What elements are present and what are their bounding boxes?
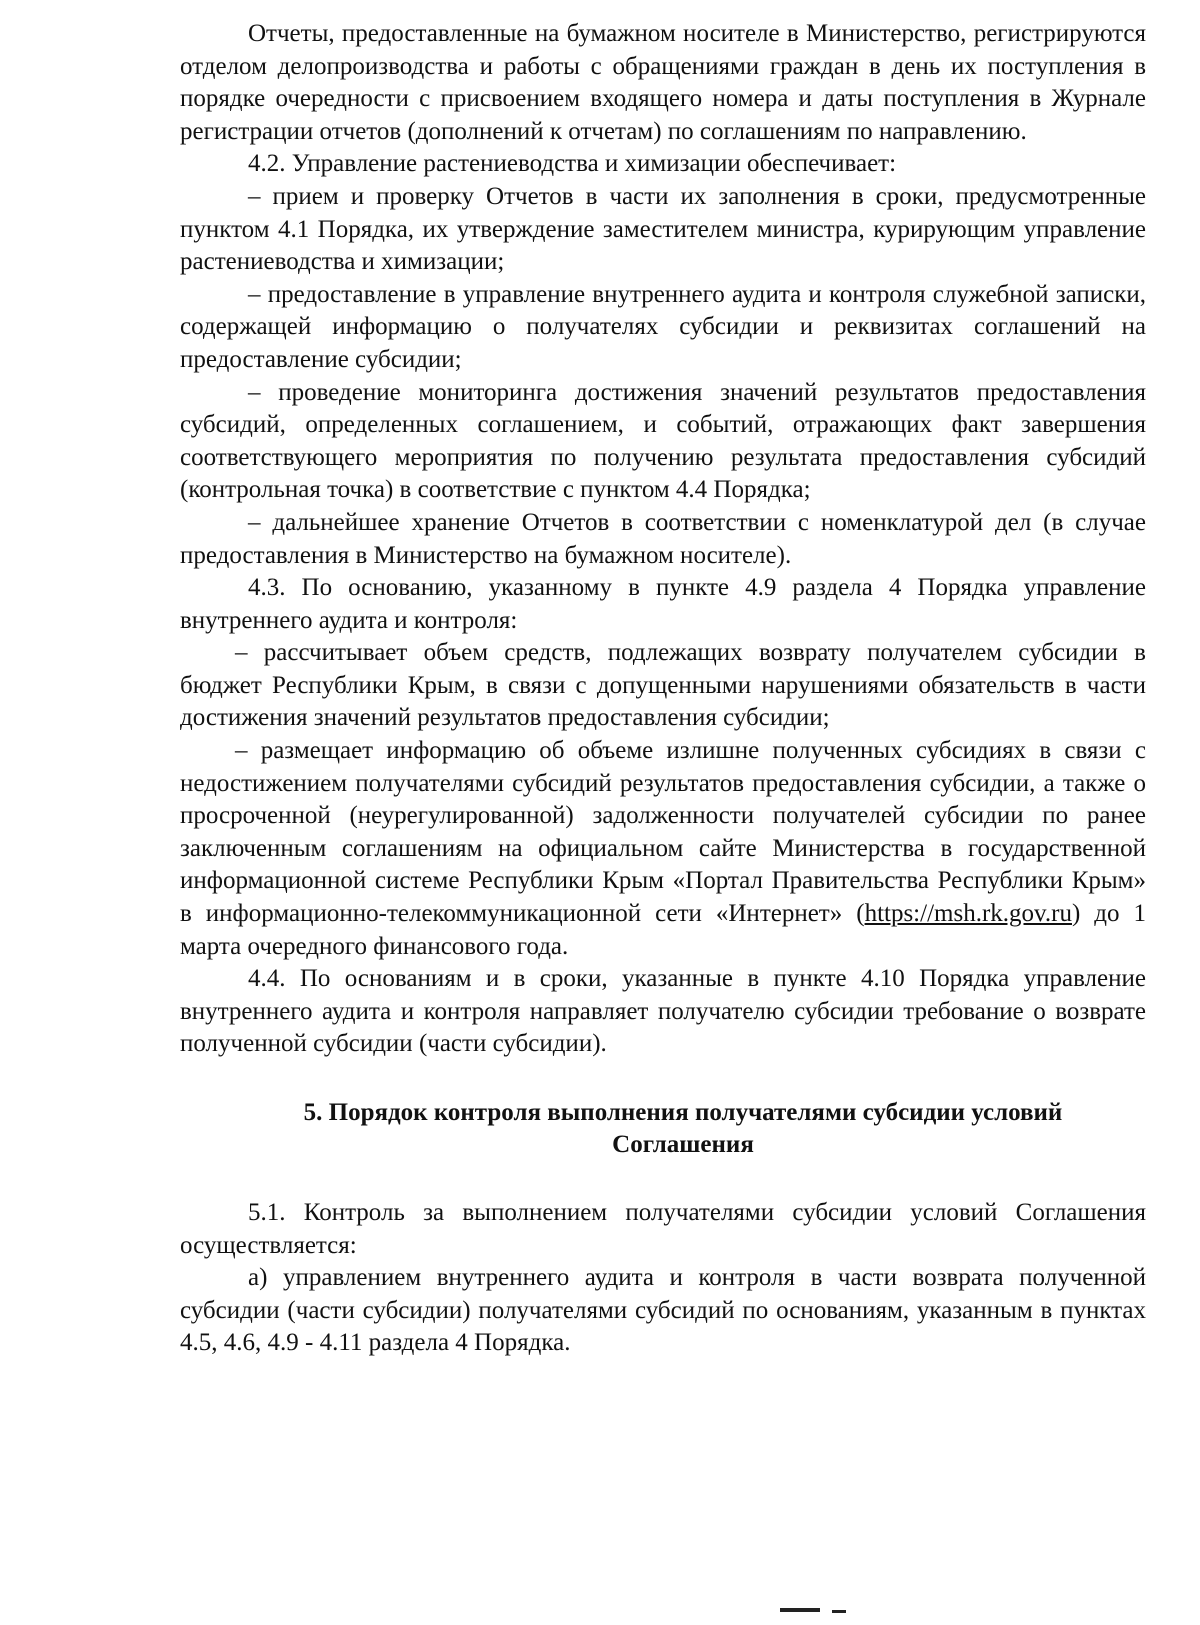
paragraph-4-3: 4.3. По основанию, указанному в пункте 4.9 раздела 4 Порядка управление внутреннего аудита и контроля: — [180, 574, 1146, 634]
publication-tail: ) до 1 марта очередного финансового года. — [180, 900, 1147, 960]
publication-text: – размещает информацию об объеме излишне полученных субсидиях в связи с недостижением получателями субсидий результатов предоставления субсидии, а также о просроченной (неурегулированной) задолженности получателей субсидии по ранее заключенным соглашениям на официальном сайте Министерства в государственной информационной системе Республики Крым «Портал Правительства Республики Крым» в информационно-телекоммуникационной сети «Интернет» ( — [180, 737, 1146, 928]
list-item-calculation: – рассчитывает объем средств, подлежащих возврату получателем субсидии в бюджет Республики Крым, в связи с допущенными нарушениями обязательств в части достижения значений результатов предоставления субсидии; — [180, 639, 1146, 732]
list-item-memo: – предоставление в управление внутреннего аудита и контроля служебной записки, содержащей информацию о получателях субсидии и реквизитах соглашений на предоставление субсидии; — [180, 280, 1146, 373]
list-item-reception-check: – прием и проверку Отчетов в части их заполнения в сроки, предусмотренные пунктом 4.1 Порядка, их утверждение заместителем министра, курирующим управление растениеводства и химизации; — [180, 182, 1146, 276]
list-item-audit-control: а) управлением внутреннего аудита и контроля в части возврата полученной субсидии (части субсидии) получателями субсидий по основаниям, указанным в пунктах 4.5, 4.6, 4.9 - 4.11 раздела 4 Порядка. — [180, 1264, 1146, 1357]
list-item-monitoring: – проведение мониторинга достижения значений результатов предоставления субсидий, определенных соглашением, и событий, отражающих факт завершения соответствующего мероприятия по получению результата предоставления субсидий (контрольная точка) в соответствие с пунктом 4.4 Порядка; — [180, 378, 1146, 504]
document-page — [180, 18, 1146, 1360]
section-heading — [180, 1097, 1146, 1161]
list-item-publication — [180, 735, 1146, 963]
list-item-storage: – дальнейшее хранение Отчетов в соответствии с номенклатурой дел (в случае предоставления в Министерство на бумажном носителе). — [180, 508, 1146, 569]
section-heading-line1: 5. Порядок контроля выполнения получателями субсидии условий — [303, 1099, 1063, 1126]
scan-artifact-mark — [770, 1608, 860, 1622]
portal-link[interactable]: https://msh.rk.gov.ru — [864, 900, 1072, 928]
section-heading-line2: Соглашения — [612, 1131, 754, 1158]
paragraph-reports-registration: Отчеты, предоставленные на бумажном носителе в Министерство, регистрируются отделом делопроизводства и работы с обращениями граждан в день их поступления в порядке очередности с присвоением входящего номера и даты поступления в Журнале регистрации отчетов (дополнений к отчетам) по соглашениям по направлению. — [180, 20, 1146, 145]
paragraph-4-2: 4.2. Управление растениеводства и химизации обеспечивает: — [248, 150, 897, 178]
paragraph-5-1: 5.1. Контроль за выполнением получателями субсидии условий Соглашения осуществляется: — [180, 1199, 1146, 1259]
paragraph-4-4: 4.4. По основаниям и в сроки, указанные в пункте 4.10 Порядка управление внутреннего аудита и контроля направляет получателю субсидии требование о возврате полученной субсидии (части субсидии). — [180, 965, 1146, 1058]
